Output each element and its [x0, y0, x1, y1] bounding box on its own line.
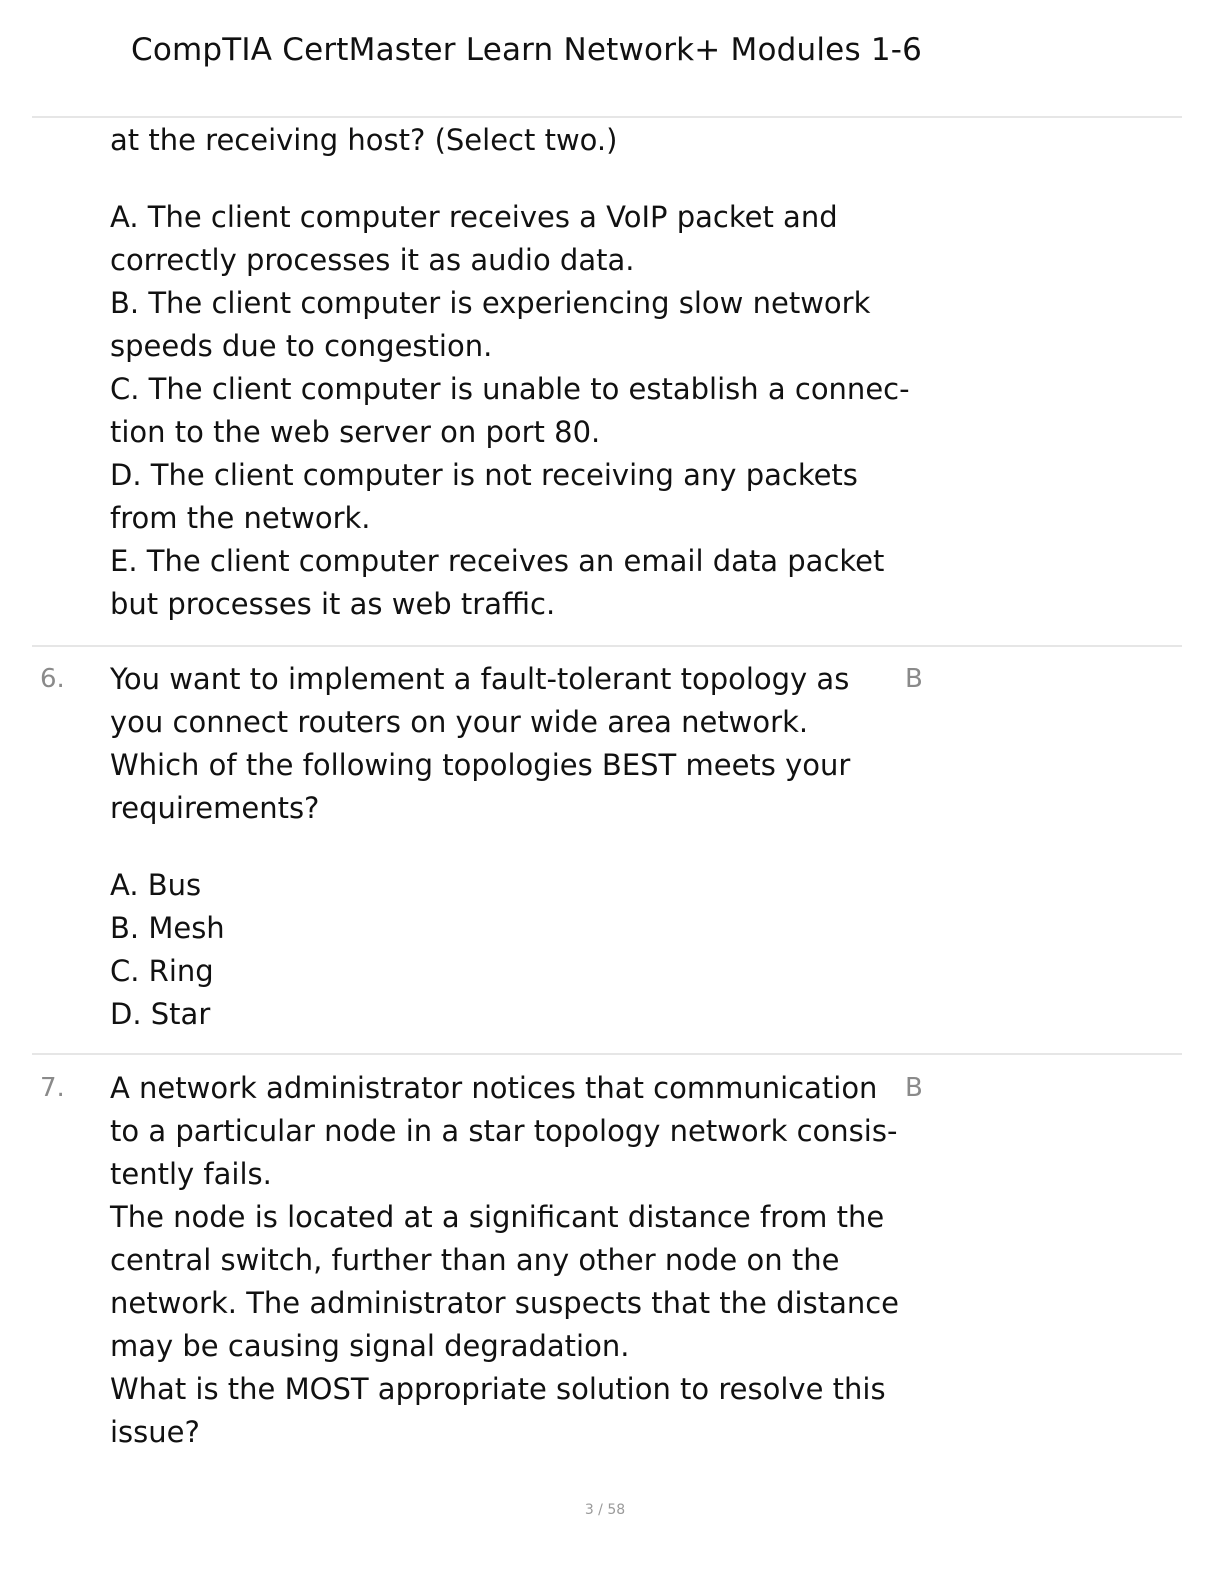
question-7-number: 7. [40, 1073, 65, 1103]
question-6-stem-line: you connect routers on your wide area network. [110, 705, 809, 739]
question-5-option-line: from the network. [110, 501, 371, 535]
question-7-stem-line: The node is located at a significant distance from the [110, 1200, 885, 1234]
question-6-option: D. Star [110, 997, 211, 1031]
question-7-stem-line: issue? [110, 1415, 200, 1449]
question-7-stem-line: central switch, further than any other node on the [110, 1243, 840, 1277]
divider-header [32, 116, 1182, 118]
question-6-options [110, 864, 225, 1036]
question-5-options [110, 196, 910, 626]
question-5-option-line: A. The client computer receives a VoIP packet and [110, 200, 838, 234]
question-7-stem-line: to a particular node in a star topology network consis- [110, 1114, 898, 1148]
divider-question-6 [32, 645, 1182, 647]
page-number: 3 / 58 [584, 1502, 626, 1518]
question-5-option-line: but processes it as web traffic. [110, 587, 556, 621]
page-title: CompTIA CertMaster Learn Network+ Modules 1-6 [131, 32, 923, 68]
question-7-stem-line: What is the MOST appropriate solution to resolve this [110, 1372, 886, 1406]
question-6-stem [110, 658, 910, 830]
question-6-option: B. Mesh [110, 911, 225, 945]
question-7-stem-line: network. The administrator suspects that the distance [110, 1286, 900, 1320]
question-5-option-line: speeds due to congestion. [110, 329, 493, 363]
question-5-stem-end: at the receiving host? (Select two.) [110, 123, 618, 157]
question-5-option-line: tion to the web server on port 80. [110, 415, 601, 449]
question-6-stem-line: requirements? [110, 791, 320, 825]
question-7-stem [110, 1067, 910, 1454]
question-6-answer: B [905, 664, 923, 694]
question-7-stem-line: A network administrator notices that communication [110, 1071, 878, 1105]
question-5-option-line: D. The client computer is not receiving any packets [110, 458, 858, 492]
question-5-option-line: E. The client computer receives an email data packet [110, 544, 885, 578]
question-6-number: 6. [40, 664, 65, 694]
question-5-option-line: C. The client computer is unable to establish a connec- [110, 372, 910, 406]
question-6-stem-line: Which of the following topologies BEST meets your [110, 748, 851, 782]
question-6-stem-line: You want to implement a fault-tolerant topology as [110, 662, 850, 696]
question-5-option-line: B. The client computer is experiencing slow network [110, 286, 871, 320]
question-6-option: C. Ring [110, 954, 214, 988]
question-6-option: A. Bus [110, 868, 202, 902]
question-5-option-line: correctly processes it as audio data. [110, 243, 635, 277]
question-7-stem-line: tently fails. [110, 1157, 272, 1191]
divider-question-7 [32, 1053, 1182, 1055]
question-7-answer: B [905, 1073, 923, 1103]
question-7-stem-line: may be causing signal degradation. [110, 1329, 630, 1363]
